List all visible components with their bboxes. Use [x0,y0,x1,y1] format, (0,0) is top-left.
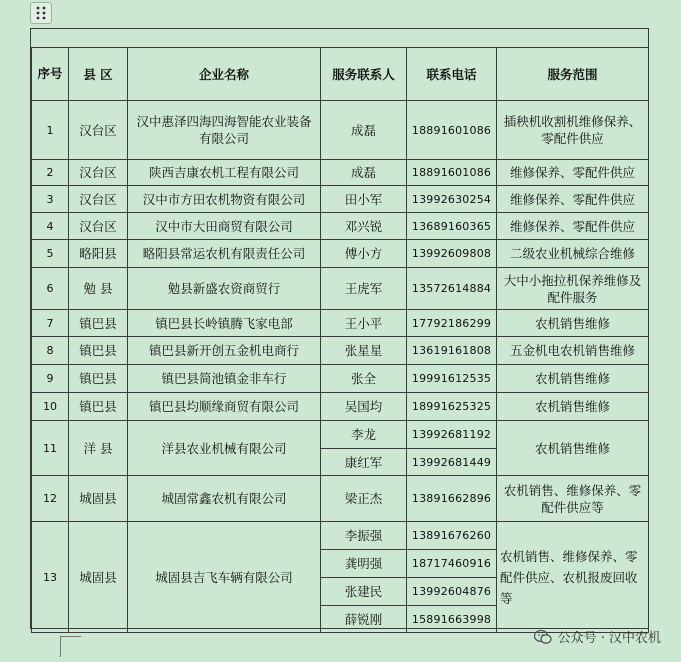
row-county: 汉台区 [69,101,128,160]
row-company: 汉中市方田农机物资有限公司 [128,186,321,213]
row-phone: 13992609808 [407,240,497,268]
row-county: 镇巴县 [69,310,128,337]
service-table-container [30,28,649,629]
table-row [32,476,649,522]
header-no: 序号 [32,48,69,101]
row-phone: 18991625325 [407,393,497,421]
table-row [32,240,649,268]
row-company: 镇巴县均顺缘商贸有限公司 [128,393,321,421]
header-contact: 服务联系人 [321,48,407,101]
row-contact: 张星星 [321,337,407,365]
table-row [32,522,649,550]
row-no: 3 [32,186,69,213]
row-county: 略阳县 [69,240,128,268]
row-no: 6 [32,268,69,310]
table-row [32,337,649,365]
table-row [32,365,649,393]
row-no: 10 [32,393,69,421]
row-phone: 18891601086 [407,160,497,186]
row-contact: 梁正杰 [321,476,407,522]
table-move-handle[interactable] [30,2,52,24]
row-phone: 13992630254 [407,186,497,213]
row-company: 汉中市大田商贸有限公司 [128,213,321,240]
row-contact: 薛锐刚 [321,606,407,633]
row-no: 11 [32,421,69,476]
header-county: 县 区 [69,48,128,101]
row-company: 汉中惠泽四海四海智能农业装备有限公司 [128,101,321,160]
row-company: 镇巴县新开创五金机电商行 [128,337,321,365]
row-scope: 二级农业机械综合维修 [497,240,649,268]
row-no: 9 [32,365,69,393]
row-phone: 13891662896 [407,476,497,522]
row-contact: 傅小方 [321,240,407,268]
row-county: 镇巴县 [69,365,128,393]
header-company: 企业名称 [128,48,321,101]
row-no: 7 [32,310,69,337]
row-contact: 邓兴锐 [321,213,407,240]
row-no: 5 [32,240,69,268]
row-phone: 13689160365 [407,213,497,240]
row-company: 城固常鑫农机有限公司 [128,476,321,522]
row-scope: 维修保养、零配件供应 [497,186,649,213]
row-county: 汉台区 [69,186,128,213]
row-company: 城固县吉飞车辆有限公司 [128,522,321,633]
row-company: 洋县农业机械有限公司 [128,421,321,476]
table-header-row [32,48,649,101]
table-row [32,268,649,310]
row-phone: 13891676260 [407,522,497,550]
watermark-text: 公众号 · 汉中农机 [557,631,661,646]
row-contact: 成磊 [321,101,407,160]
row-contact: 吴国均 [321,393,407,421]
row-scope: 农机销售、维修保养、零配件供应等 [497,476,649,522]
row-no: 1 [32,101,69,160]
row-company: 镇巴县简池镇金非车行 [128,365,321,393]
row-county: 勉 县 [69,268,128,310]
row-phone: 15891663998 [407,606,497,633]
row-county: 洋 县 [69,421,128,476]
row-scope: 五金机电农机销售维修 [497,337,649,365]
row-contact: 成磊 [321,160,407,186]
table-row [32,310,649,337]
row-no: 8 [32,337,69,365]
watermark [534,627,661,646]
row-no: 2 [32,160,69,186]
row-phone: 13992604876 [407,578,497,606]
wechat-icon [534,629,552,645]
row-scope: 插秧机收割机维修保养、零配件供应 [497,101,649,160]
header-phone: 联系电话 [407,48,497,101]
row-contact: 李振强 [321,522,407,550]
row-phone: 13992681192 [407,421,497,449]
row-scope: 农机销售、维修保养、零配件供应、农机报废回收等 [497,522,649,633]
row-county: 城固县 [69,476,128,522]
table-row [32,160,649,186]
row-scope: 农机销售维修 [497,393,649,421]
row-no: 12 [32,476,69,522]
row-phone: 17792186299 [407,310,497,337]
row-scope: 大中小拖拉机保养维修及配件服务 [497,268,649,310]
row-scope: 农机销售维修 [497,310,649,337]
row-no: 4 [32,213,69,240]
table-row [32,421,649,449]
table-row [32,393,649,421]
row-contact: 张建民 [321,578,407,606]
row-scope: 农机销售维修 [497,421,649,476]
row-contact: 王小平 [321,310,407,337]
row-phone: 13992681449 [407,449,497,476]
row-contact: 张全 [321,365,407,393]
row-phone: 18891601086 [407,101,497,160]
row-company: 勉县新盛农资商贸行 [128,268,321,310]
table-row [32,101,649,160]
table-row [32,213,649,240]
row-contact: 龚明强 [321,550,407,578]
row-county: 汉台区 [69,160,128,186]
row-phone: 13572614884 [407,268,497,310]
row-company: 镇巴县长岭镇腾飞家电部 [128,310,321,337]
row-phone: 19991612535 [407,365,497,393]
row-county: 镇巴县 [69,337,128,365]
row-company: 陕西吉康农机工程有限公司 [128,160,321,186]
row-county: 汉台区 [69,213,128,240]
row-phone: 13619161808 [407,337,497,365]
row-contact: 康红军 [321,449,407,476]
row-scope: 维修保养、零配件供应 [497,213,649,240]
row-phone: 18717460916 [407,550,497,578]
row-no: 13 [32,522,69,633]
row-county: 镇巴县 [69,393,128,421]
row-contact: 田小军 [321,186,407,213]
row-county: 城固县 [69,522,128,633]
row-scope: 农机销售维修 [497,365,649,393]
drag-grip-icon [35,6,47,20]
row-scope: 维修保养、零配件供应 [497,160,649,186]
table-row [32,186,649,213]
row-contact: 王虎军 [321,268,407,310]
header-scope: 服务范围 [497,48,649,101]
row-company: 略阳县常运农机有限责任公司 [128,240,321,268]
service-table [31,47,649,633]
page-corner-mark [60,636,81,657]
row-contact: 李龙 [321,421,407,449]
